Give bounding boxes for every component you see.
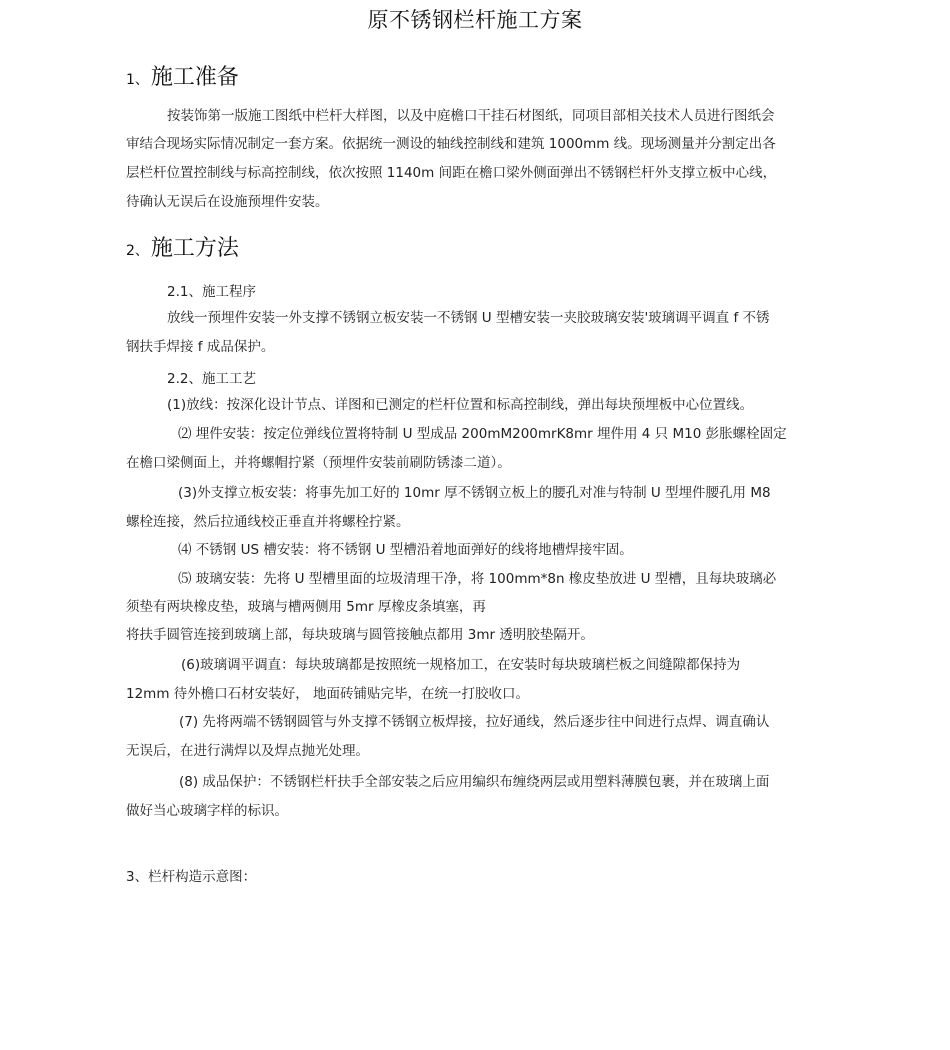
paragraph-line: ⑵ 埋件安装：按定位弹线位置将特制 U 型成品 200mM200mrK8mr 埋件用 4 只 M10 彭胀螺栓固定 <box>178 426 787 442</box>
paragraph-line: 待确认无误后在设施预埋件安装。 <box>126 194 329 210</box>
paragraph-line: 无误后，在进行满焊以及焊点抛光处理。 <box>126 743 369 759</box>
paragraph-line: (1)放线：按深化设计节点、详图和已测定的栏杆位置和标高控制线，弹出每块预埋板中心位置线。 <box>167 397 754 413</box>
paragraph-line: 放线一预埋件安装一外支撑不锈钢立板安装一不锈钢 U 型槽安装一夹胶玻璃安装'玻璃调平调直 f 不锈 <box>167 310 770 326</box>
section-1-heading <box>126 60 239 91</box>
paragraph-line: ⑸ 玻璃安装：先将 U 型槽里面的垃圾清理干净，将 100mm*8n 橡皮垫放进 U 型槽，且每块玻璃必 <box>178 571 777 587</box>
section-2-heading <box>126 231 239 262</box>
subsection-2-1-title: 2.1、施工程序 <box>167 284 256 300</box>
paragraph-line: 按装饰第一版施工图纸中栏杆大样图，以及中庭檐口干挂石材图纸，同项目部相关技术人员进行图纸会 <box>167 108 775 124</box>
section-1-title: 施工准备 <box>150 65 239 90</box>
paragraph-line: 在檐口梁侧面上，并将螺帽拧紧（预埋件安装前刷防锈漆二道）。 <box>126 455 511 471</box>
section-1-number: 1、 <box>126 72 149 88</box>
section-2-number: 2、 <box>126 243 149 259</box>
paragraph-line: 螺栓连接，然后拉通线校正垂直并将螺栓拧紧。 <box>126 514 410 530</box>
paragraph-line: (8) 成品保护：不锈钢栏杆扶手全部安装之后应用编织布缠绕两层或用塑料薄膜包裹，并在玻璃上面 <box>179 774 770 790</box>
paragraph-line: 12mm 待外檐口石材安装好， 地面砖铺贴完毕，在统一打胶收口。 <box>126 686 530 702</box>
document-title: 原不锈钢栏杆施工方案 <box>367 8 583 32</box>
paragraph-line: (6)玻璃调平调直：每块玻璃都是按照统一规格加工，在安装时每块玻璃栏板之间缝隙都保持为 <box>181 657 741 673</box>
section-2-title: 施工方法 <box>150 236 239 261</box>
paragraph-line: ⑷ 不锈钢 US 槽安装：将不锈钢 U 型槽沿着地面弹好的线将地槽焊接牢固。 <box>178 542 633 558</box>
paragraph-line: 须垫有两块橡皮垫，玻璃与槽两侧用 5mr 厚橡皮条填塞，再 <box>126 599 486 615</box>
paragraph-line: (7) 先将两端不锈钢圆管与外支撑不锈钢立板焊接，拉好通线，然后逐步往中间进行点焊、调直确认 <box>179 714 770 730</box>
paragraph-line: 层栏杆位置控制线与标高控制线，依次按照 1140m 间距在檐口梁外侧面弹出不锈钢栏杆外支撑立板中心线， <box>126 165 777 181</box>
paragraph-line: 审结合现场实际情况制定一套方案。依据统一测设的轴线控制线和建筑 1000mm 线。现场测量并分割定出各 <box>126 136 776 152</box>
section-3-title: 3、栏杆构造示意图： <box>126 869 257 885</box>
subsection-2-2-title: 2.2、施工工艺 <box>167 371 256 387</box>
paragraph-line: 将扶手圆管连接到玻璃上部，每块玻璃与圆管接触点都用 3mr 透明胶垫隔开。 <box>126 627 594 643</box>
paragraph-line: (3)外支撑立板安装：将事先加工好的 10mr 厚不锈钢立板上的腰孔对准与特制 U 型埋件腰孔用 M8 <box>178 485 771 501</box>
paragraph-line: 钢扶手焊接 f 成品保护。 <box>126 339 275 355</box>
paragraph-line: 做好当心玻璃字样的标识。 <box>126 803 288 819</box>
